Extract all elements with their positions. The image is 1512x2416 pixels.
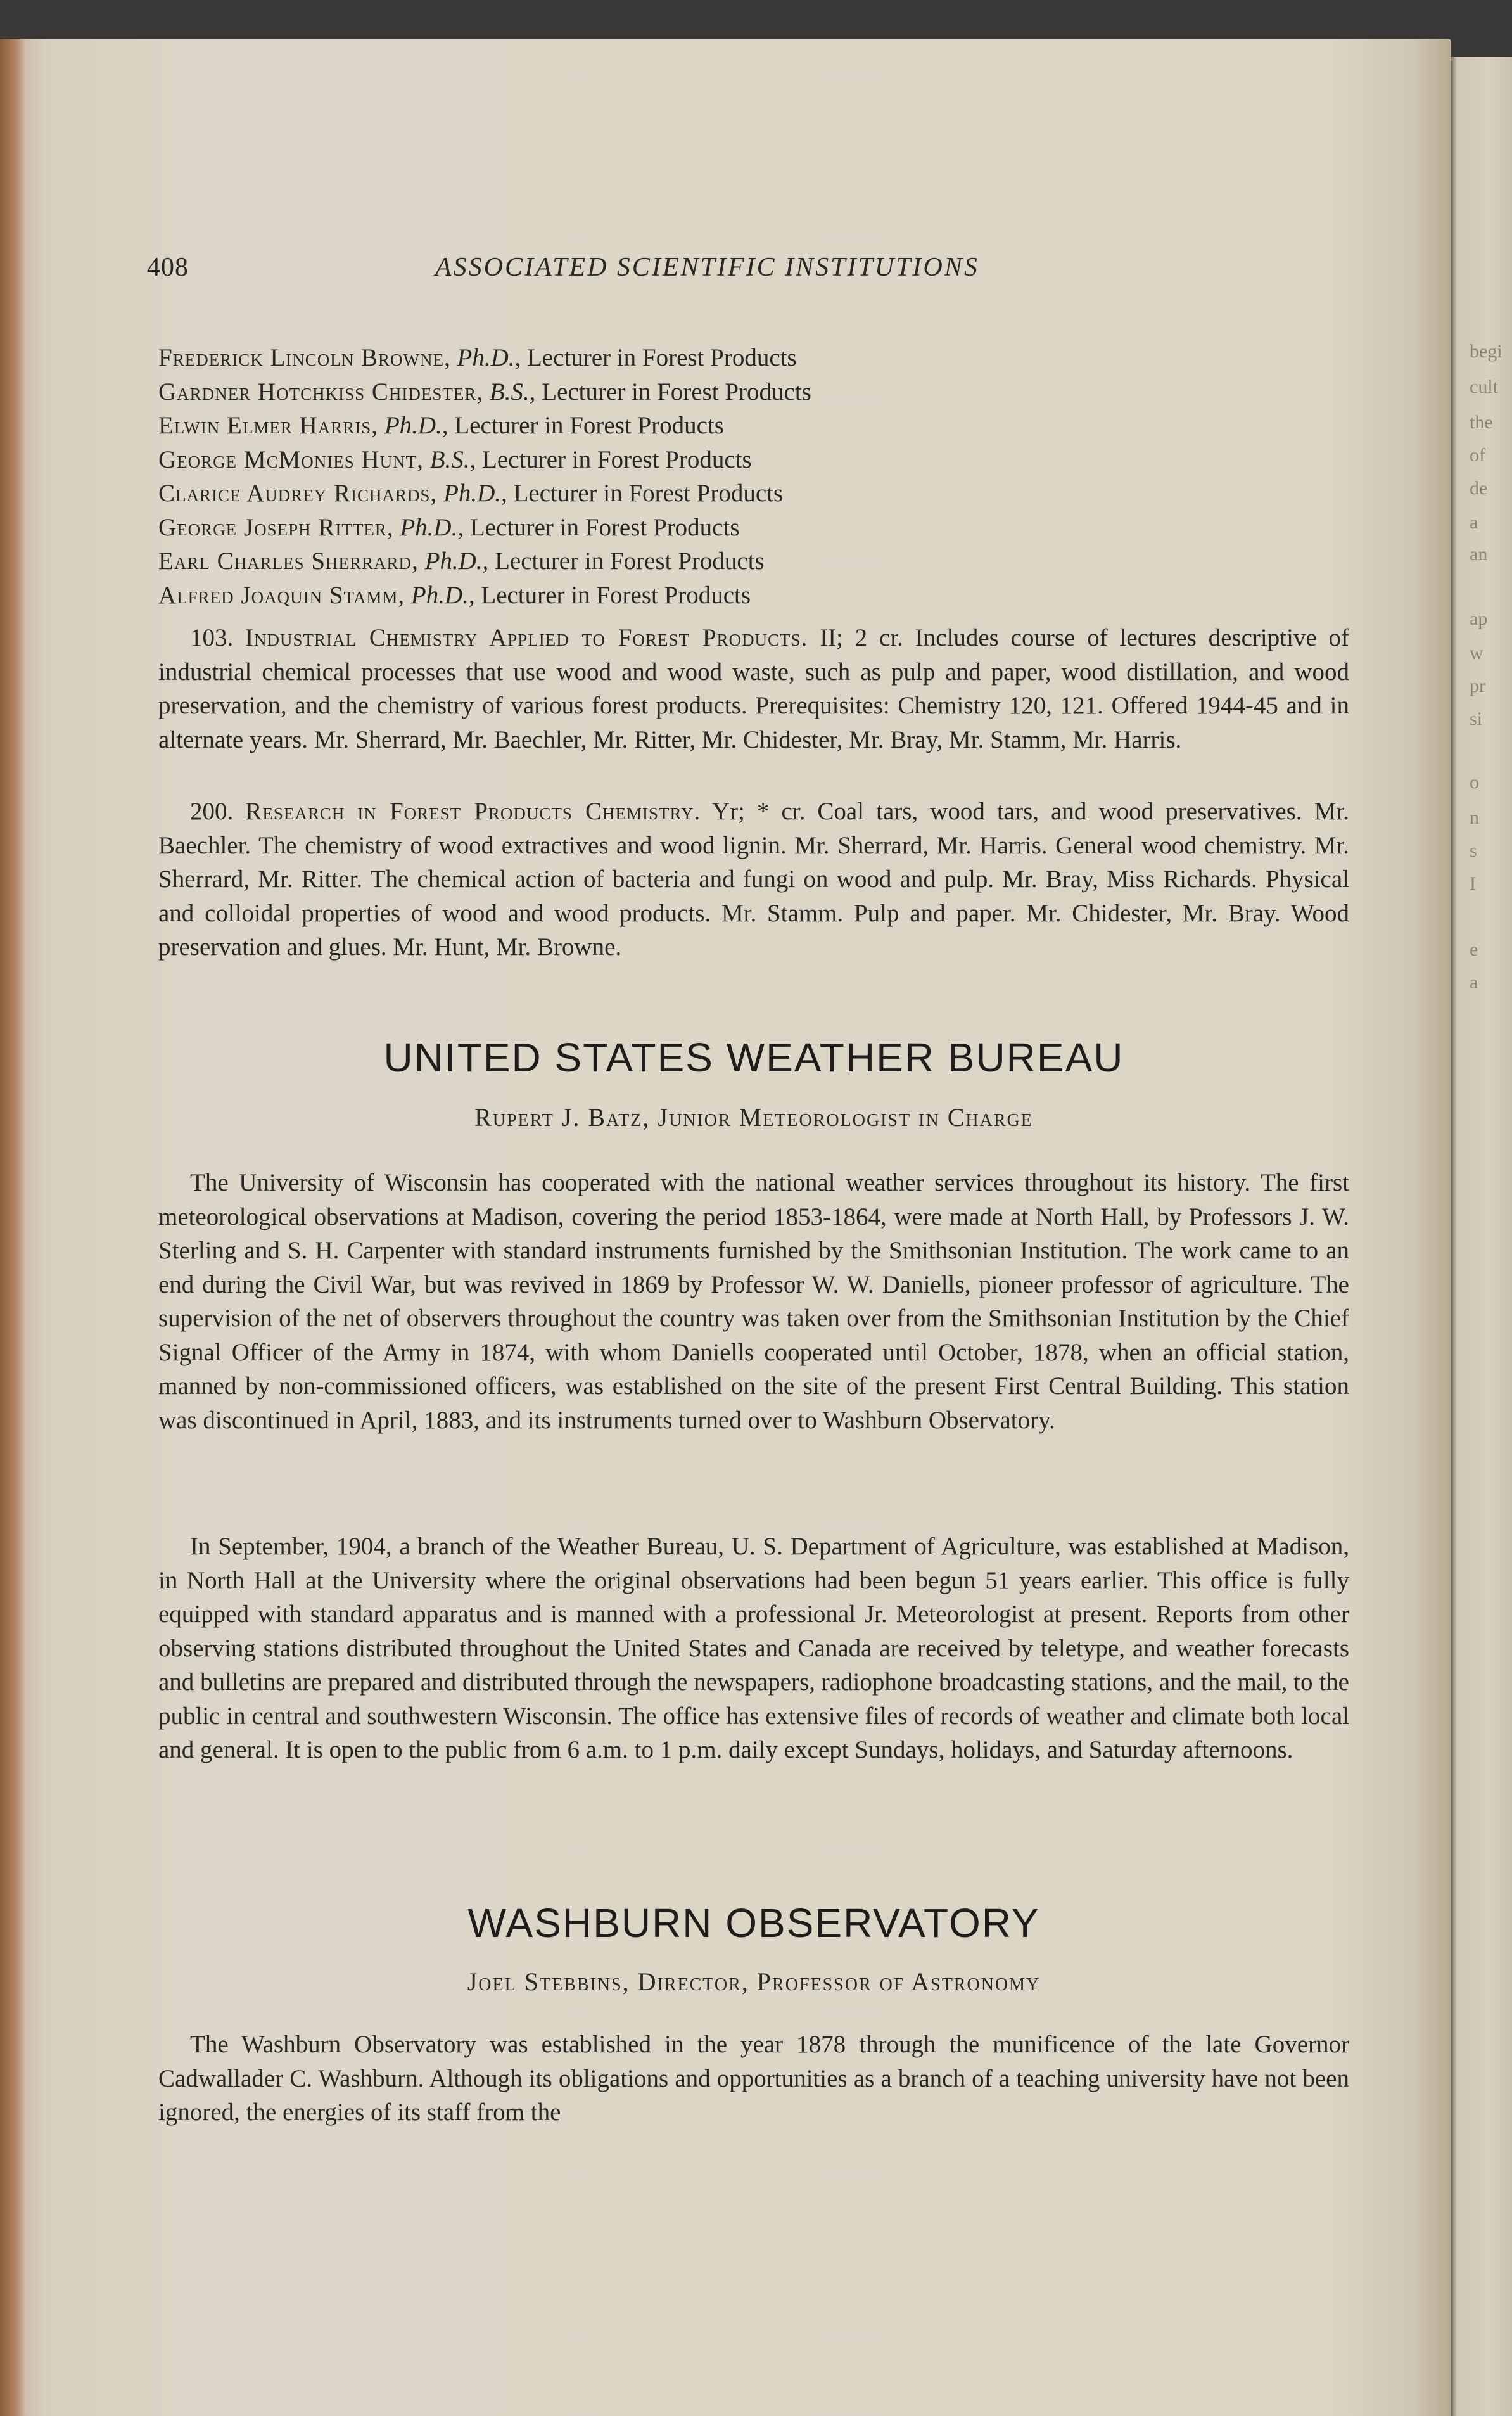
staff-degree: Ph.D., (443, 480, 507, 507)
weather-bureau-paragraph-2: In September, 1904, a branch of the Weather Bureau, U. S. Department of Agriculture, was established at Madison, in North Hall at the University where the original observations had been begun 51 years earlier. This office is fully equipped with standard apparatus and is manned with a professional Jr. Meteorologist at present. Reports from other observing stations distributed throughout the United States and Canada are received by teletype, and weather forecasts and bulletins are prepared and distributed through the newspapers, radiophone broadcasting stations, and the mail, to the public in central and southwestern Wisconsin. The office has extensive files of records of weather and climate both local and general. It is open to the public from 6 a.m. to 1 p.m. daily except Sundays, holidays, and Saturday afternoons. (158, 1533, 1349, 1763)
staff-degree: Ph.D., (457, 344, 521, 371)
staff-name: Alfred Joaquin Stamm, (158, 581, 405, 609)
weather-bureau-subheading: Rupert J. Batz, Junior Meteorologist in Charge (474, 1103, 1033, 1132)
facing-page-fragment: of (1470, 445, 1485, 466)
staff-degree: B.S., (429, 445, 476, 473)
facing-page-fragment: de (1470, 478, 1488, 499)
staff-title: Lecturer in Forest Products (495, 547, 765, 575)
staff-degree: Ph.D., (424, 547, 489, 575)
course-description: II; 2 cr. Includes course of lectures descriptive of industrial chemical processes that use wood and wood waste, such as pulp and paper, wood distillation, and wood preservation, and the chemistry of various forest products. Prerequisites: Chemistry 120, 121. Offered 1944-45 and in alternate years. Mr. Sherrard, Mr. Baechler, Mr. Ritter, Mr. Chidester, Mr. Bray, Mr. Stamm, Mr. Harris. (158, 624, 1350, 753)
facing-page-fragment: an (1470, 544, 1488, 565)
staff-degree: Ph.D., (400, 513, 464, 541)
facing-page-fragment: s (1470, 840, 1477, 861)
facing-page-fragment: w (1470, 642, 1483, 663)
facing-page-fragment: begi (1470, 341, 1502, 362)
page-number: 408 (147, 253, 189, 282)
staff-entry (158, 409, 1349, 443)
course-name: Research in Forest Products Chemistry. (245, 798, 701, 825)
facing-page-fragment: ap (1470, 608, 1488, 629)
observatory-heading: WASHBURN OBSERVATORY (467, 1900, 1040, 1946)
observatory-paragraph: The Washburn Observatory was established in the year 1878 through the munificence of the late Governor Cadwallader C. Washburn. Although its obligations and opportunities as a branch of a teaching university have not been ignored, the energies of its staff from the (158, 2031, 1349, 2126)
facing-page-fragment: cult (1470, 376, 1498, 397)
facing-page-fragment: e (1470, 939, 1478, 960)
staff-title: Lecturer in Forest Products (482, 445, 752, 473)
facing-page-fragment: the (1470, 412, 1493, 433)
staff-title: Lecturer in Forest Products (527, 344, 797, 371)
staff-name: Earl Charles Sherrard, (158, 547, 419, 575)
course-103 (158, 621, 1349, 757)
facing-page-fragment: pr (1470, 675, 1485, 696)
facing-page-fragment: si (1470, 708, 1483, 729)
facing-page-fragment: n (1470, 807, 1479, 828)
staff-name: Elwin Elmer Harris, (158, 412, 379, 439)
staff-entry (158, 578, 1349, 613)
facing-page-fragment: a (1470, 972, 1478, 993)
staff-entry (158, 511, 1349, 545)
facing-page-fragment: a (1470, 512, 1478, 533)
staff-entry (158, 476, 1349, 511)
staff-entry (158, 443, 1349, 477)
staff-entry (158, 375, 1349, 409)
staff-name: Clarice Audrey Richards, (158, 480, 438, 507)
staff-name: George Joseph Ritter, (158, 513, 394, 541)
staff-degree: B.S., (489, 378, 536, 406)
running-head (147, 252, 1338, 290)
staff-entry (158, 341, 1349, 375)
course-number: 200. (190, 798, 234, 825)
staff-name: Gardner Hotchkiss Chidester, (158, 378, 484, 406)
facing-page-fragment: I (1470, 873, 1476, 894)
staff-title: Lecturer in Forest Products (469, 513, 740, 541)
weather-bureau-paragraph-1: The University of Wisconsin has cooperated with the national weather services throughout its history. The first meteorological observations at Madison, covering the period 1853-1864, were made at North Hall, by Professors J. W. Sterling and S. H. Carpenter with standard instruments furnished by the Smithsonian Institution. The work came to an end during the Civil War, but was revived in 1869 by Professor W. W. Daniells, pioneer professor of agriculture. The supervision of the net of observers throughout the country was taken over from the Smithsonian Institution by the Chief Signal Officer of the Army in 1874, with whom Daniells cooperated until October, 1878, when an official station, manned by non-commissioned officers, was established on the site of the present First Central Building. This station was discontinued in April, 1883, and its instruments turned over to Washburn Observatory. (158, 1169, 1349, 1434)
running-title: ASSOCIATED SCIENTIFIC INSTITUTIONS (435, 253, 979, 282)
observatory-subheading: Joel Stebbins, Director, Professor of Astronomy (467, 1967, 1041, 1996)
facing-page-edge (1451, 57, 1512, 2416)
staff-degree: Ph.D., (410, 581, 475, 609)
course-name: Industrial Chemistry Applied to Forest Products. (245, 624, 808, 651)
staff-title: Lecturer in Forest Products (481, 581, 751, 609)
staff-title: Lecturer in Forest Products (454, 412, 724, 439)
staff-title: Lecturer in Forest Products (513, 480, 784, 507)
weather-bureau-heading: UNITED STATES WEATHER BUREAU (383, 1035, 1124, 1080)
course-200 (158, 795, 1349, 964)
staff-degree: Ph.D., (384, 412, 448, 439)
staff-entry (158, 544, 1349, 578)
staff-name: Frederick Lincoln Browne, (158, 344, 451, 371)
forestry-staff-list (158, 341, 1349, 612)
staff-name: George McMonies Hunt, (158, 445, 424, 473)
staff-title: Lecturer in Forest Products (542, 378, 811, 406)
facing-page-fragment: o (1470, 772, 1479, 793)
course-number: 103. (190, 624, 234, 651)
course-description: Yr; * cr. Coal tars, wood tars, and wood preservatives. Mr. Baechler. The chemistry of wood extractives and wood lignin. Mr. Sherrard, Mr. Harris. General wood chemistry. Mr. Sherrard, Mr. Ritter. The chemical action of bacteria and fungi on wood and pulp. Mr. Bray, Miss Richards. Physical and colloidal properties of wood and wood products. Mr. Stamm. Pulp and paper. Mr. Chidester, Mr. Bray. Wood preservation and glues. Mr. Hunt, Mr. Browne. (158, 798, 1349, 961)
